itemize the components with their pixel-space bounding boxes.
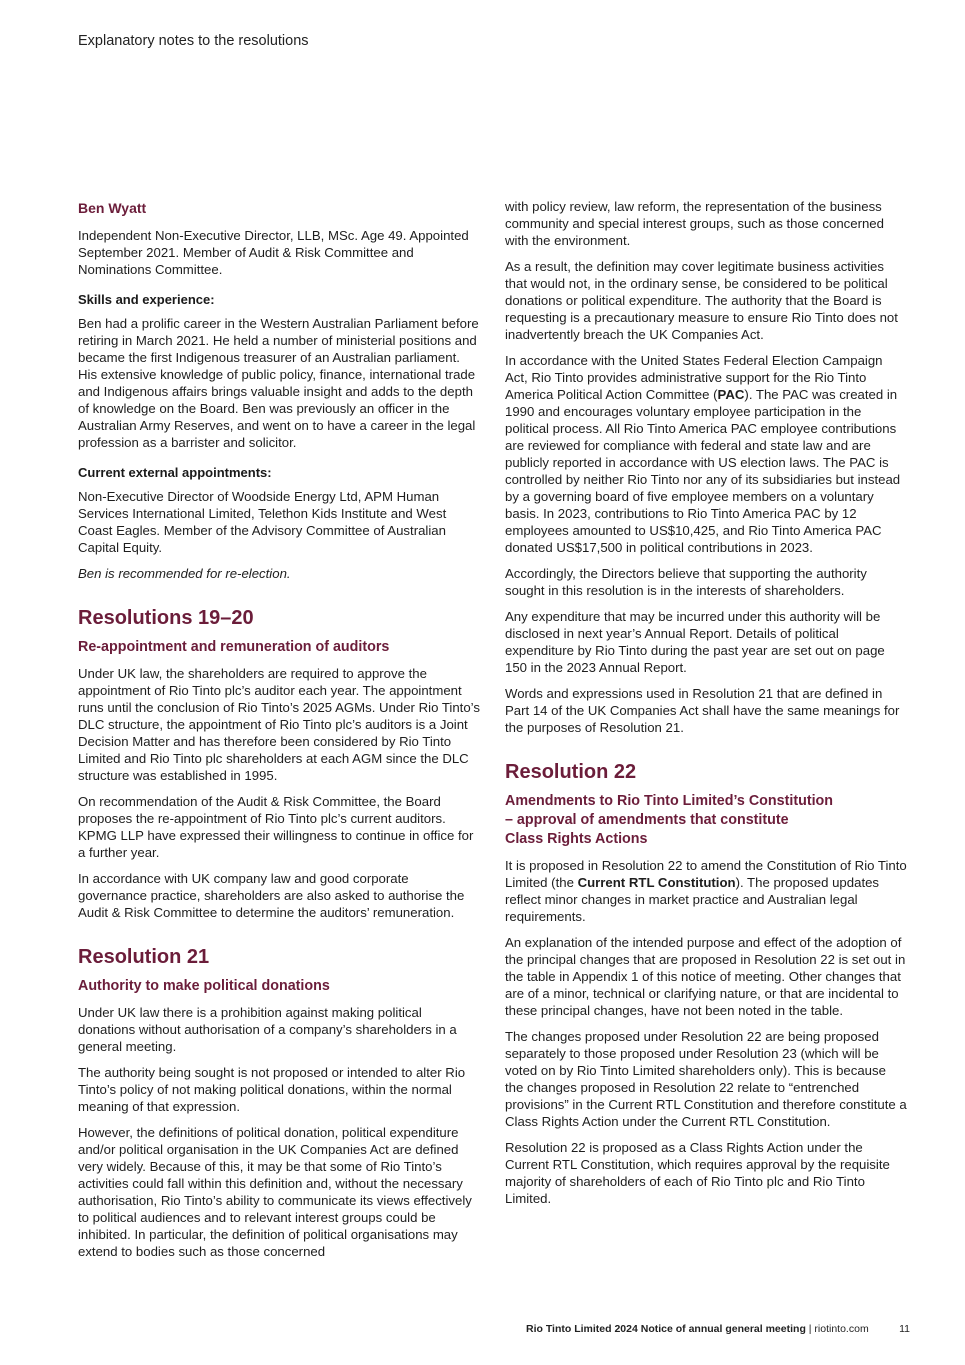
footer-publication: Rio Tinto Limited 2024 Notice of annual general meeting xyxy=(526,1323,806,1335)
director-name: Ben Wyatt xyxy=(78,200,147,216)
res19-20-paragraph: Under UK law, the shareholders are required to approve the appointment of Rio Tinto plc’s auditor each year. The appointment runs until the conclusion of Rio Tinto’s 2025 AGMs. Under Rio Tinto’s DLC structure, the appointment of Rio Tinto plc’s auditors is a Joint Decision Matter and has therefore been considered by Rio Tinto Limited and Rio Tinto plc shareholders at each AGM since the DLC structure was established in 1995. xyxy=(78,666,480,783)
res22-heading: Resolution 22 xyxy=(505,761,637,783)
left-column xyxy=(78,198,480,1269)
appointments-text: Non-Executive Director of Woodside Energy Ltd, APM Human Services International Limited, Telethon Kids Institute and West Coast Eagles. Member of the Advisory Committee of Australian Capital Equity. xyxy=(78,489,447,555)
res22-paragraph: The changes proposed under Resolution 22 are being proposed separately to those proposed under Resolution 23 (which will be voted on by Rio Tinto Limited shareholders only). This is because the changes proposed in Resolution 22 relate to “entrenched provisions” in the Current RTL Constitution and therefore constitute a Class Rights Action under the Current RTL Constitution. xyxy=(505,1029,907,1129)
res22-subheading xyxy=(505,792,907,849)
res19-20-paragraph: On recommendation of the Audit & Risk Committee, the Board proposes the re-appointment of Rio Tinto plc’s current auditors. KPMG LLP have expressed their willingness to continue in office for a further year. xyxy=(78,794,474,860)
res21-paragraph-continued: with policy review, law reform, the representation of the business community and special interest groups, such as those concerned with the environment. xyxy=(505,199,884,248)
res22-paragraph: Resolution 22 is proposed as a Class Rights Action under the Current RTL Constitution, which requires approval by the requisite majority of shareholders of each of Rio Tinto plc and Rio Tinto Limited. xyxy=(505,1140,890,1206)
res19-20-paragraph: In accordance with UK company law and good corporate governance practice, shareholders are also asked to authorise the Audit & Risk Committee to determine the auditors’ remuneration. xyxy=(78,871,465,920)
page-footer xyxy=(526,1323,910,1335)
res21-pac-paragraph xyxy=(505,352,907,556)
pac-term: PAC xyxy=(717,387,745,402)
skills-heading: Skills and experience: xyxy=(78,292,215,307)
res22-subheading-line: Class Rights Actions xyxy=(505,831,648,847)
res22-subheading-line: – approval of amendments that constitute xyxy=(505,812,789,828)
res21-paragraph: Any expenditure that may be incurred under this authority will be disclosed in next year’s Annual Report. Details of political expenditure by Rio Tinto during the past year are set out on page 150 in the 2023 Annual Report. xyxy=(505,609,885,675)
running-header: Explanatory notes to the resolutions xyxy=(78,33,309,49)
footer-separator: | xyxy=(805,1323,815,1335)
res22-subheading-line: Amendments to Rio Tinto Limited’s Constitution xyxy=(505,793,834,809)
res21-paragraph: Accordingly, the Directors believe that supporting the authority sought in this resolution is in the interests of shareholders. xyxy=(505,566,867,598)
right-column xyxy=(505,198,907,1216)
res19-20-heading: Resolutions 19–20 xyxy=(78,607,254,629)
pac-text-a: In accordance with the United States Federal Election Campaign Act, Rio Tinto provides administrative support for the Rio Tinto America Political Action Committee ( xyxy=(505,353,883,402)
res22-paragraph: An explanation of the intended purpose and effect of the adoption of the principal changes that are proposed in Resolution 22 is set out in the table in Appendix 1 of this notice of meeting. Other changes that are of a minor, technical or clarifying nature, or that are incidental to these principal changes, have not been noted in the table. xyxy=(505,935,906,1018)
res21-paragraph: Under UK law there is a prohibition against making political donations without authorisation of a company’s shareholders in a general meeting. xyxy=(78,1005,457,1054)
res22-text-b: ). The proposed updates reflect minor changes in market practice and Australian legal requirements. xyxy=(505,875,880,924)
pac-text-b: ). The PAC was created in 1990 and encourages voluntary employee participation in the political process. All Rio Tinto America PAC employee contributions are reviewed for compliance with federal and state law and are publicly reported in accordance with US election laws. The PAC is controlled by neither Rio Tinto nor any of its subsidiaries but instead by a governing board of five employee members on a voluntary basis. In 2023, contributions to Rio Tinto America PAC by 12 employees amounted to US$10,425, and Rio Tinto America PAC donated US$17,500 in political contributions in 2023. xyxy=(505,387,901,555)
footer-website[interactable]: riotinto.com xyxy=(814,1323,869,1335)
res22-paragraph xyxy=(505,857,907,925)
recommendation: Ben is recommended for re-election. xyxy=(78,566,291,581)
res22-text-a: It is proposed in Resolution 22 to amend the Constitution of Rio Tinto Limited (the xyxy=(505,858,907,890)
skills-text: Ben had a prolific career in the Western Australian Parliament before retiring in March 2021. He held a number of ministerial positions and became the first Indigenous treasurer of an Australian parliament. His extensive knowledge of public policy, finance, international trade and Indigenous affairs brings valuable insight and adds to the depth of knowledge on the Board. Ben was previously an officer in the Australian Army Reserves, and went on to have a career in the legal profession as a barrister and solicitor. xyxy=(78,316,479,450)
res21-paragraph: As a result, the definition may cover legitimate business activities that would not, in the ordinary sense, be considered to be political donations or political expenditure. The authority that the Board is requesting is a precautionary measure to ensure Rio Tinto does not inadvertently breach the UK Companies Act. xyxy=(505,259,898,342)
current-rtl-constitution-term: Current RTL Constitution xyxy=(577,875,736,890)
director-intro: Independent Non-Executive Director, LLB, MSc. Age 49. Appointed September 2021. Member of Audit & Risk Committee and Nominations Committee. xyxy=(78,228,469,277)
res19-20-subheading: Re-appointment and remuneration of auditors xyxy=(78,639,390,655)
appointments-heading: Current external appointments: xyxy=(78,465,272,480)
res21-subheading: Authority to make political donations xyxy=(78,978,330,994)
page-number: 11 xyxy=(899,1323,910,1335)
res21-paragraph: However, the definitions of political donation, political expenditure and/or political organisation in the UK Companies Act are defined very widely. Because of this, it may be that some of Rio Tinto’s activities could fall within this definition and, without the necessary authorisation, Rio Tinto’s ability to communicate its views effectively to political audiences and to relevant interest groups could be inhibited. In particular, the definition of political organisations may extend to bodies such as those concerned xyxy=(78,1125,472,1259)
res21-heading: Resolution 21 xyxy=(78,946,210,968)
res21-paragraph: Words and expressions used in Resolution 21 that are defined in Part 14 of the UK Companies Act shall have the same meanings for the purposes of Resolution 21. xyxy=(505,686,900,735)
res21-paragraph: The authority being sought is not proposed or intended to alter Rio Tinto’s policy of not making political donations, within the normal meaning of that expression. xyxy=(78,1065,466,1114)
